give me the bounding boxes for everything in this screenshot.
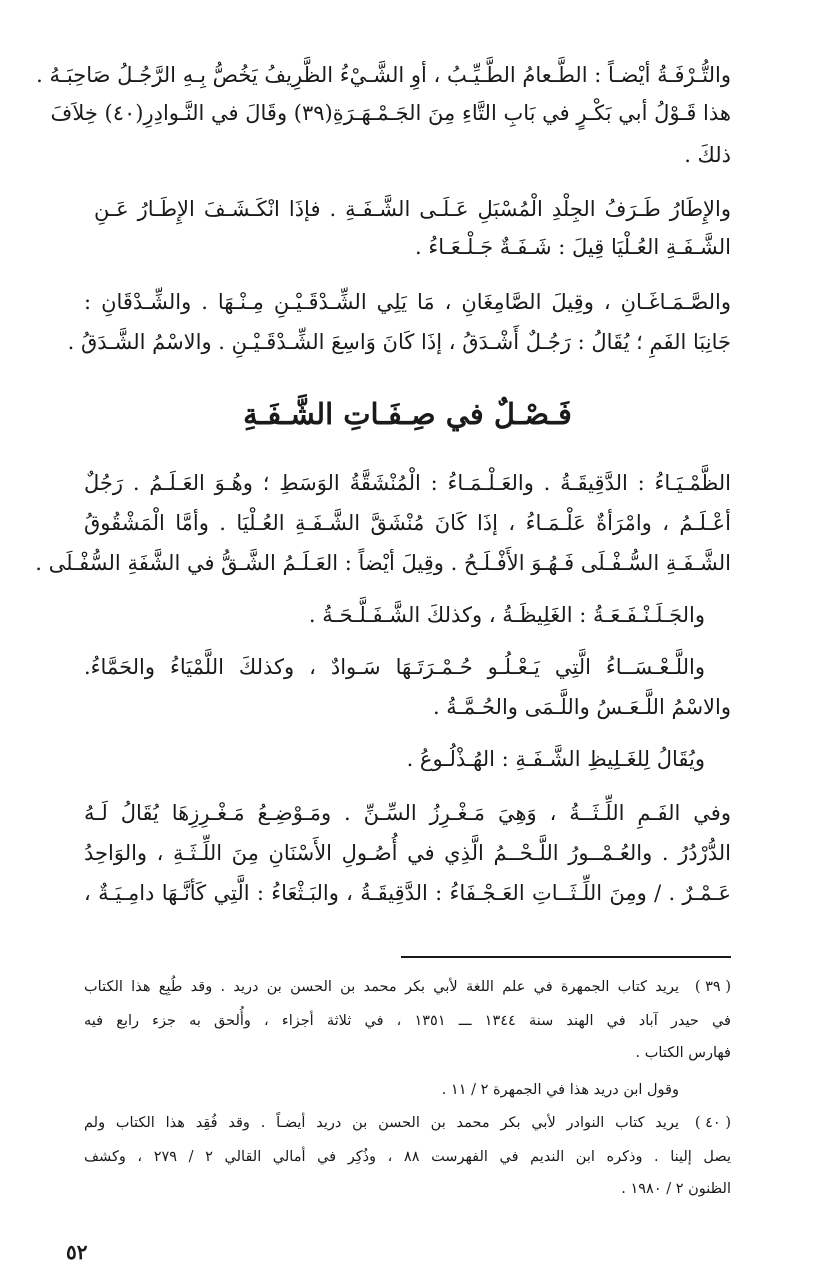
footnote-line: فهارس الكتاب . <box>635 1045 731 1061</box>
body-line: والصَّـمَـاغَـانِ ، وقِيلَ الصَّامِغَانِ ، مَا يَلِي الشِّـدْقَـيْـنِ مِـنْـهَا . والشِّـدْقَانِ : <box>84 290 731 314</box>
footnote-line: وقول ابن دريد هذا في الجمهرة ٢ / ١١ . <box>441 1082 679 1098</box>
page-number: ٥٢ <box>66 1240 88 1264</box>
body-line: الشَّـفَـةِ السُّـفْـلَى فَـهُـوَ الأَفْـلَـحُ . وقِيلَ أيْضاً : العَـلَـمُ الشَّـقُّ في الشَّفَةِ السُّفْـلَى . <box>35 551 731 575</box>
body-line: والتُّـرْفَـةُ أيْضـاً : الطَّـعامُ الطَّـيِّـبُ ، أوِ الشَّـيْءُ الظَّرِيفُ يَخُصُّ بِـهِ الرَّجُـلُ صَاحِبَـهُ . <box>36 63 731 87</box>
section-heading: فَـصْـلٌ في صِـفَـاتِ الشَّـفَـةِ <box>243 397 572 431</box>
body-line: أعْـلَـمُ ، وامْرَأةٌ عَلْـمَـاءُ ، إذَا كَانَ مُنْشَقَّ الشَّـفَـةِ العُـلْيَا . وأمَّا الْمَشْقُوقُ <box>84 511 731 535</box>
footnote-separator <box>401 956 731 958</box>
body-line: هذا قَـوْلُ أبي بَكْـرٍ في بَابِ التَّاءِ مِنَ الجَـمْـهَـرَةِ(٣٩) وقَالَ في النَّـوادِرِ(٤٠) خِلاَفَ <box>50 101 731 125</box>
footnote-line: الظنون ٢ / ١٩٨٠ . <box>621 1181 731 1197</box>
body-line: عَـمْـرٌ . / ومِنَ اللِّـثَــاتِ العَـجْـفَاءُ : الدَّقِيقَـةُ ، والبَـثْعَاءُ : الَّتِي كَأنَّـهَا دامِـيَـةٌ ، <box>84 881 731 905</box>
body-line: الظَّمْـيَـاءُ : الدَّقِيقَـةُ . والعَـلْـمَـاءُ : الْمُنْشَقَّةُ الوَسَطِ ؛ وهُـوَ العَـلَـمُ . رَجُلٌ <box>84 471 731 495</box>
body-line: وفي الفَـمِ اللِّـثَــةُ ، وَهِيَ مَـغْـرِزُ السِّـنِّ . ومَـوْضِـعُ مَـغْـرِزِهَا يُقَالُ لَـهُ <box>84 801 731 825</box>
body-line: والاسْمُ اللَّـعَـسُ واللَّـمَى والحُـمَّـةُ . <box>432 695 731 719</box>
body-line: ذلكَ . <box>684 143 731 167</box>
footnote-line: يريد كتاب النوادر لأبي بكر محمد بن الحسن بن دريد أيضـاً . وقد فُقِد هذا الكتاب ولم <box>84 1115 679 1131</box>
footnote-line: يصل إلينا . وذكره ابن النديم في الفهرست ٨٨ ، وذُكِر في أمالي القالي ٢ / ٢٧٩ ، وكشف <box>84 1149 732 1165</box>
footnote-number: ( ٣٩ ) <box>694 979 731 995</box>
footnote-line: في حيدر آباد في الهند سنة ١٣٤٤ ـــ ١٣٥١ ، في ثلاثة أجزاء ، وأُلحق به جزء رابع فيه <box>84 1013 731 1029</box>
body-line: جَانِبَا الفَمِ ؛ يُقَالُ : رَجُـلٌ أَشْـدَقُ ، إذَا كَانَ وَاسِعَ الشِّـدْقَـيْـنِ . والاسْمُ الشَّـدَقُ . <box>67 330 731 354</box>
body-line: واللَّـعْـسَــاءُ الَّتِي يَـعْـلُـو حُـمْـرَتَـهَا سَـوادٌ ، وكذلكَ اللَّمْيَاءُ والحَمَّاءُ. <box>84 655 705 679</box>
footnote-line: يريد كتاب الجمهرة في علم اللغة لأبي بكر محمد بن الحسن بن دريد . وقد طُبِع هذا الكتاب <box>84 979 679 995</box>
footnote-number: ( ٤٠ ) <box>694 1115 731 1131</box>
body-line: والجَـلَـنْـفَـعَـةُ : الغَلِيظَـةُ ، وكذلكَ الشَّـفَـلَّـحَـةُ . <box>308 603 705 627</box>
body-line: الشَّـفَـةِ العُـلْيَا قِيلَ : شَـفَـةٌ جَـلْـعَـاءُ . <box>414 235 731 259</box>
body-line: ويُقَالُ لِلغَـلِيظِ الشَّـفَـةِ : الهُـذْلُـوعُ . <box>406 747 705 771</box>
body-line: والإِطَارُ طَـرَفُ الجِلْدِ الْمُسْبَلِ عَـلَـى الشَّـفَـةِ . فإذَا انْكَـشَـفَ الإِطَـارُ عَـنِ <box>94 197 731 221</box>
body-line: الدُّرْدُرُ . والعُـمْــورُ اللَّـحْــمُ الَّذِي في أُصُـولِ الأَسْنَانِ مِنَ اللِّـثَـةِ ، والوَاحِدُ <box>84 841 731 865</box>
